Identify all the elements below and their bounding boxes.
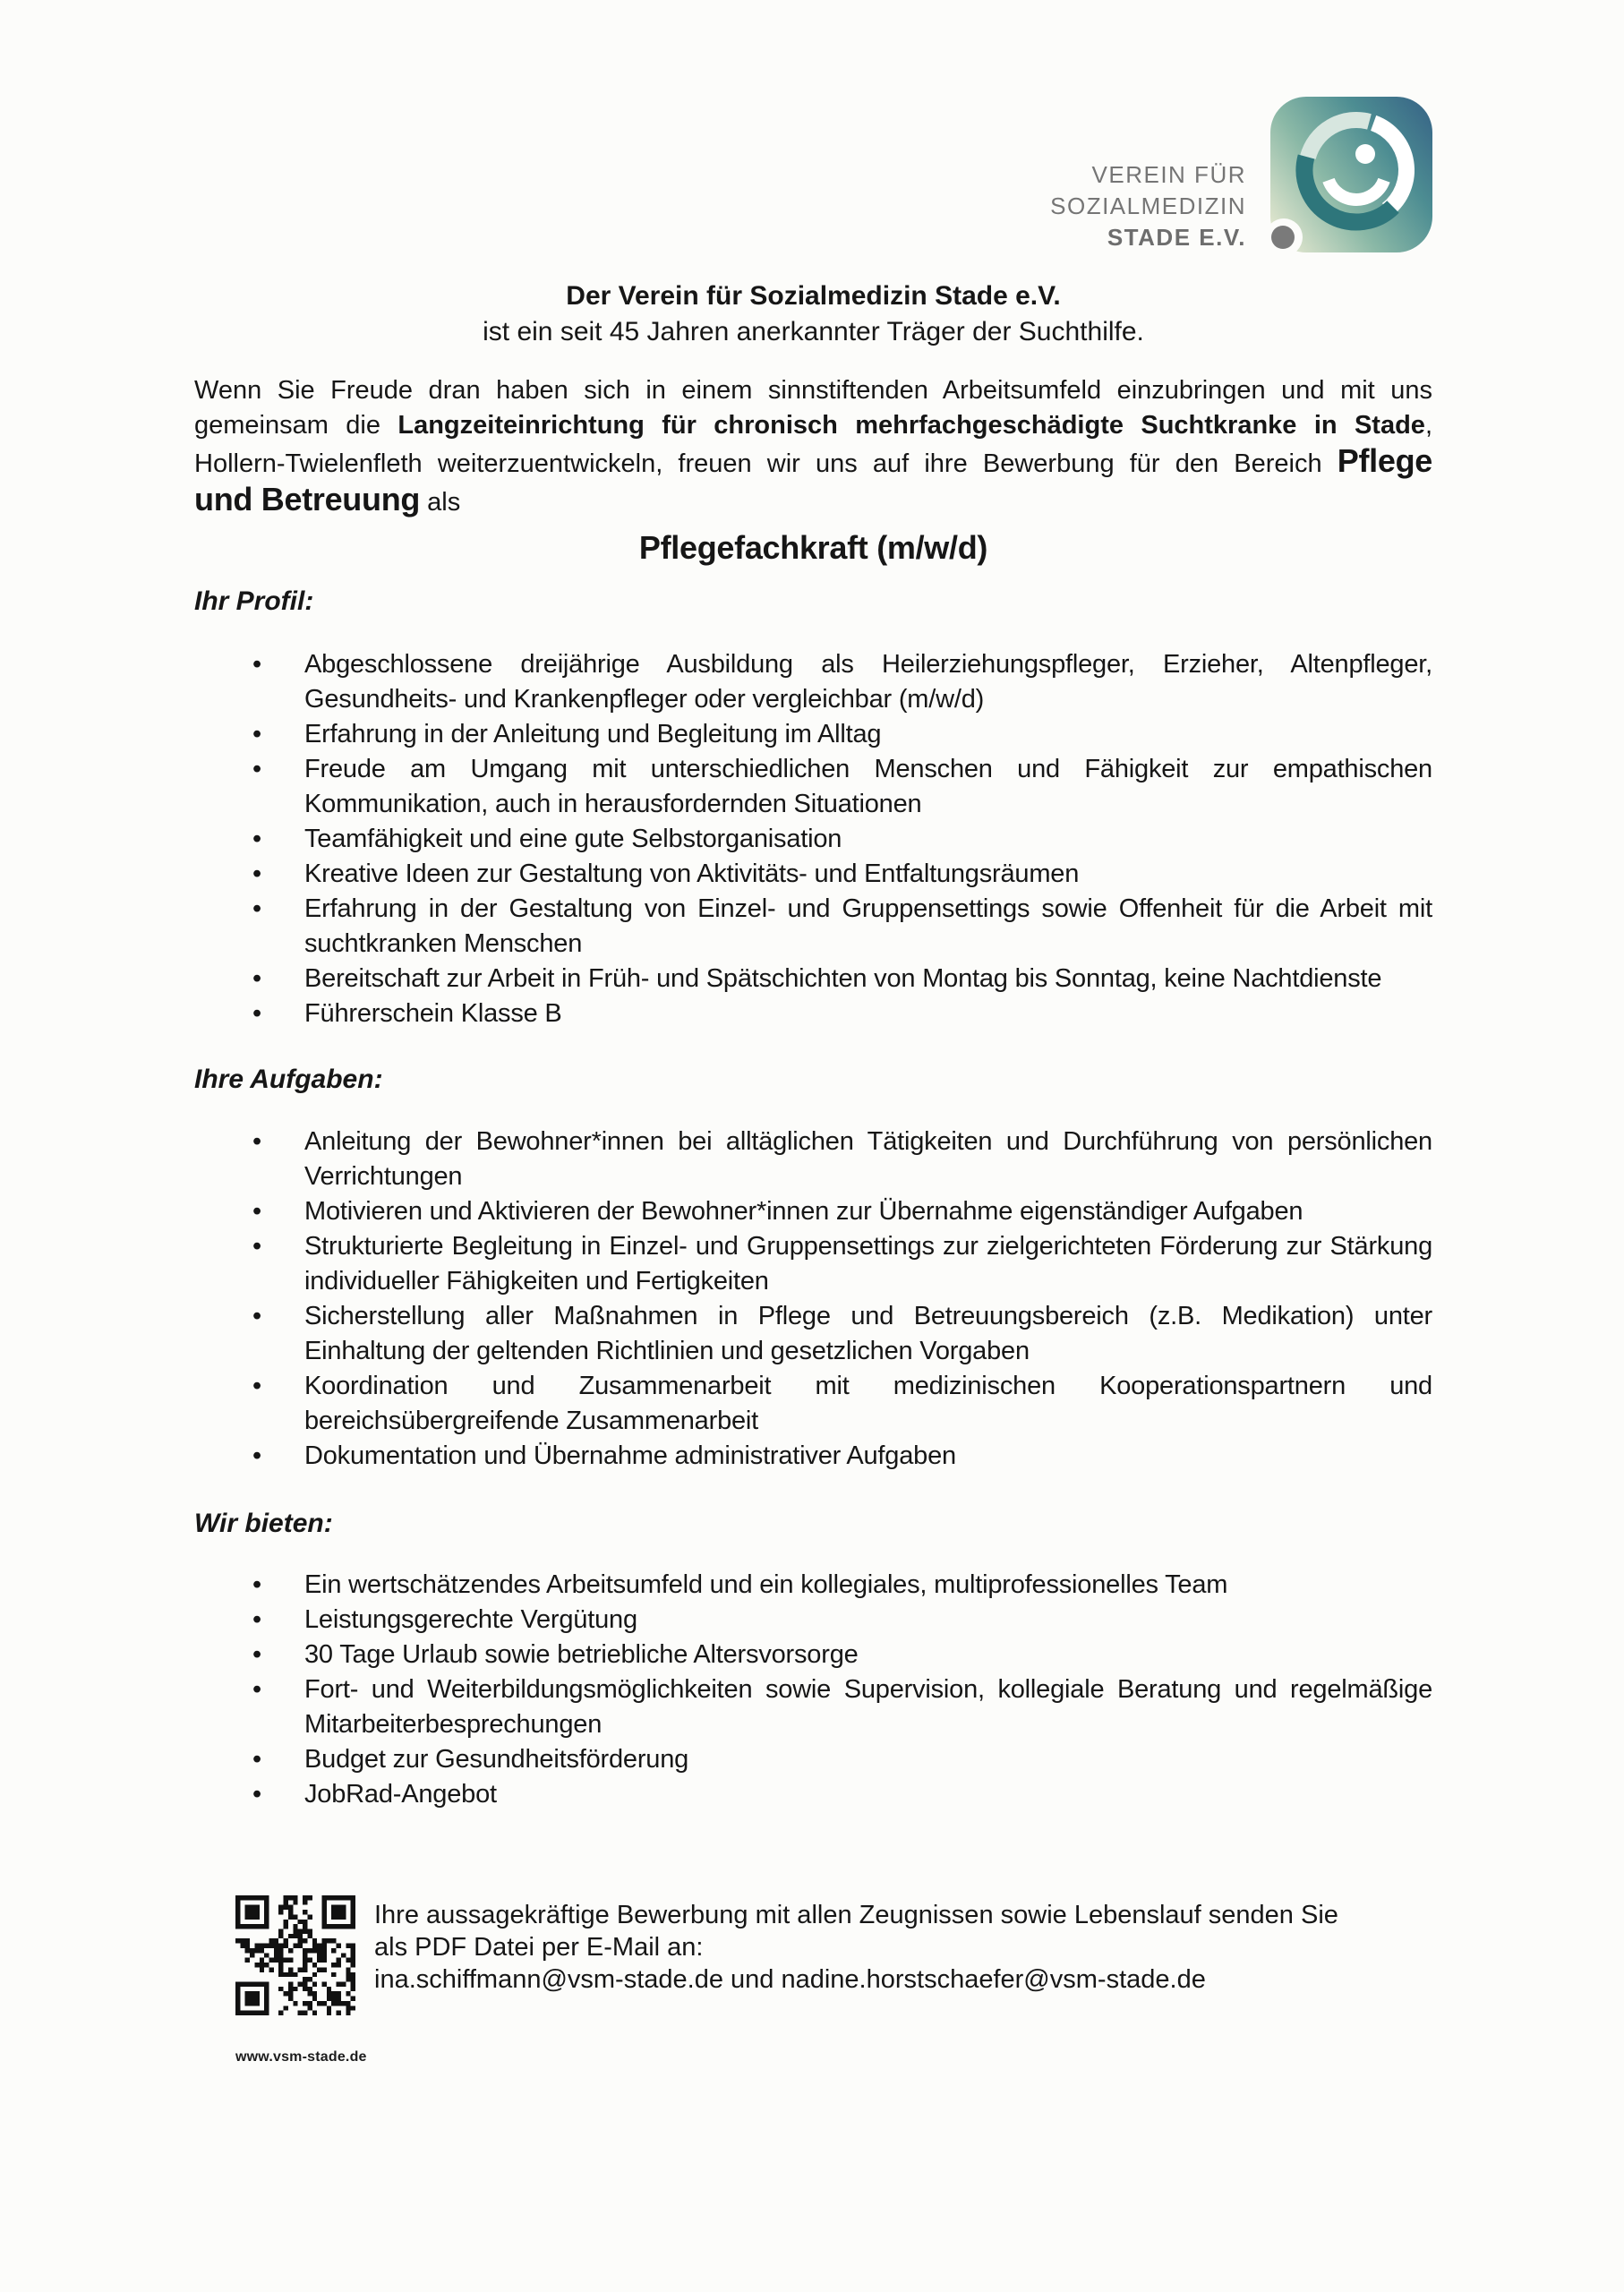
list-item: • Erfahrung in der Anleitung und Begleitung im Alltag	[194, 717, 1432, 752]
profile-list	[194, 647, 1432, 1031]
website-url: www.vsm-stade.de	[235, 2049, 367, 2065]
list-item: • Führerschein Klasse B	[194, 996, 1432, 1031]
list-item: • Bereitschaft zur Arbeit in Früh- und Spätschichten von Montag bis Sonntag, keine Nachtdienste	[194, 962, 1432, 996]
list-item: • Motivieren und Aktivieren der Bewohner*innen zur Übernahme eigenständiger Aufgaben	[194, 1194, 1432, 1229]
organization-logo-icon	[1270, 97, 1432, 252]
list-item: • Ein wertschätzendes Arbeitsumfeld und ein kollegiales, multiprofessionelles Team	[194, 1568, 1432, 1603]
list-item: • Fort- und Weiterbildungsmöglichkeiten sowie Supervision, kollegiale Beratung und regelmäßige Mitarbeiterbesprechungen	[194, 1672, 1432, 1742]
logo-wordmark	[1050, 159, 1246, 253]
intro-line: Hollern-Twielenfleth weiterzuentwickeln, freuen wir uns auf ihre Bewerbung für den Bereich Pflege	[194, 442, 1432, 479]
job-title: Pflegefachkraft (m/w/d)	[638, 529, 988, 566]
logo-line-1: VEREIN FÜR	[1091, 161, 1246, 188]
application-footer	[194, 1895, 1432, 2065]
contact-line-3: ina.schiffmann@vsm-stade.de und nadine.horstschaefer@vsm-stade.de	[374, 1965, 1206, 1994]
list-item: • Anleitung der Bewohner*innen bei alltäglichen Tätigkeiten und Durchführung von persönlichen Verrichtungen	[194, 1125, 1432, 1194]
section-heading-bieten: Wir bieten:	[194, 1509, 333, 1538]
list-item: • Leistungsgerechte Vergütung	[194, 1603, 1432, 1638]
intro-line: gemeinsam die Langzeiteinrichtung für chronisch mehrfachgeschädigte Suchtkranke in Stade,	[194, 411, 1432, 440]
list-item: • Abgeschlossene dreijährige Ausbildung als Heilerziehungspfleger, Erzieher, Altenpfleger, Gesundheits- und Krankenpfleger oder vergleichbar (m/w/d)	[194, 647, 1432, 717]
logo-block	[194, 79, 1432, 252]
list-item: • Freude am Umgang mit unterschiedlichen Menschen und Fähigkeit zur empathischen Kommunikation, auch in herausfordernden Situationen	[194, 752, 1432, 822]
header-org-line: Der Verein für Sozialmedizin Stade e.V.	[566, 281, 1061, 311]
document-header	[194, 278, 1432, 350]
list-item: • Sicherstellung aller Maßnahmen in Pflege und Betreuungsbereich (z.B. Medikation) unter Einhaltung der geltenden Richtlinien und gesetzlichen Vorgaben	[194, 1299, 1432, 1369]
qr-code	[235, 1895, 355, 2015]
list-item: • 30 Tage Urlaub sowie betriebliche Altersvorsorge	[194, 1638, 1432, 1672]
offer-list	[194, 1568, 1432, 1812]
section-heading-aufgaben: Ihre Aufgaben:	[194, 1065, 383, 1094]
list-item: • Dokumentation und Übernahme administrativer Aufgaben	[194, 1439, 1432, 1474]
contact-line-2: als PDF Datei per E-Mail an:	[374, 1933, 704, 1962]
logo-line-2: SOZIALMEDIZIN	[1050, 192, 1246, 219]
logo-gray-dot	[1271, 226, 1295, 249]
qr-column	[235, 1895, 367, 2065]
list-item: • Teamfähigkeit und eine gute Selbstorganisation	[194, 822, 1432, 857]
intro-line: und Betreuung als	[194, 481, 461, 517]
intro-paragraph	[194, 373, 1432, 520]
tasks-list	[194, 1125, 1432, 1474]
contact-instructions	[374, 1899, 1338, 1996]
list-item: • Koordination und Zusammenarbeit mit medizinischen Kooperationspartnern und bereichsübergreifende Zusammenarbeit	[194, 1369, 1432, 1439]
list-item: • Budget zur Gesundheitsförderung	[194, 1742, 1432, 1777]
intro-line: Wenn Sie Freude dran haben sich in einem sinnstiftenden Arbeitsumfeld einzubringen und mit uns	[194, 376, 1432, 405]
section-heading-profil: Ihr Profil:	[194, 586, 314, 616]
list-item: • Strukturierte Begleitung in Einzel- und Gruppensettings zur zielgerichteten Förderung zur Stärkung individueller Fähigkeiten und Fertigkeiten	[194, 1229, 1432, 1299]
header-tagline: ist ein seit 45 Jahren anerkannter Träger der Suchthilfe.	[483, 317, 1144, 346]
logo-line-3: STADE E.V.	[1107, 224, 1246, 251]
list-item: • Erfahrung in der Gestaltung von Einzel- und Gruppensettings sowie Offenheit für die Arbeit mit suchtkranken Menschen	[194, 892, 1432, 962]
list-item: • JobRad-Angebot	[194, 1777, 1432, 1812]
contact-line-1: Ihre aussagekräftige Bewerbung mit allen Zeugnissen sowie Lebenslauf senden Sie	[374, 1901, 1338, 1929]
list-item: • Kreative Ideen zur Gestaltung von Aktivitäts- und Entfaltungsräumen	[194, 857, 1432, 892]
